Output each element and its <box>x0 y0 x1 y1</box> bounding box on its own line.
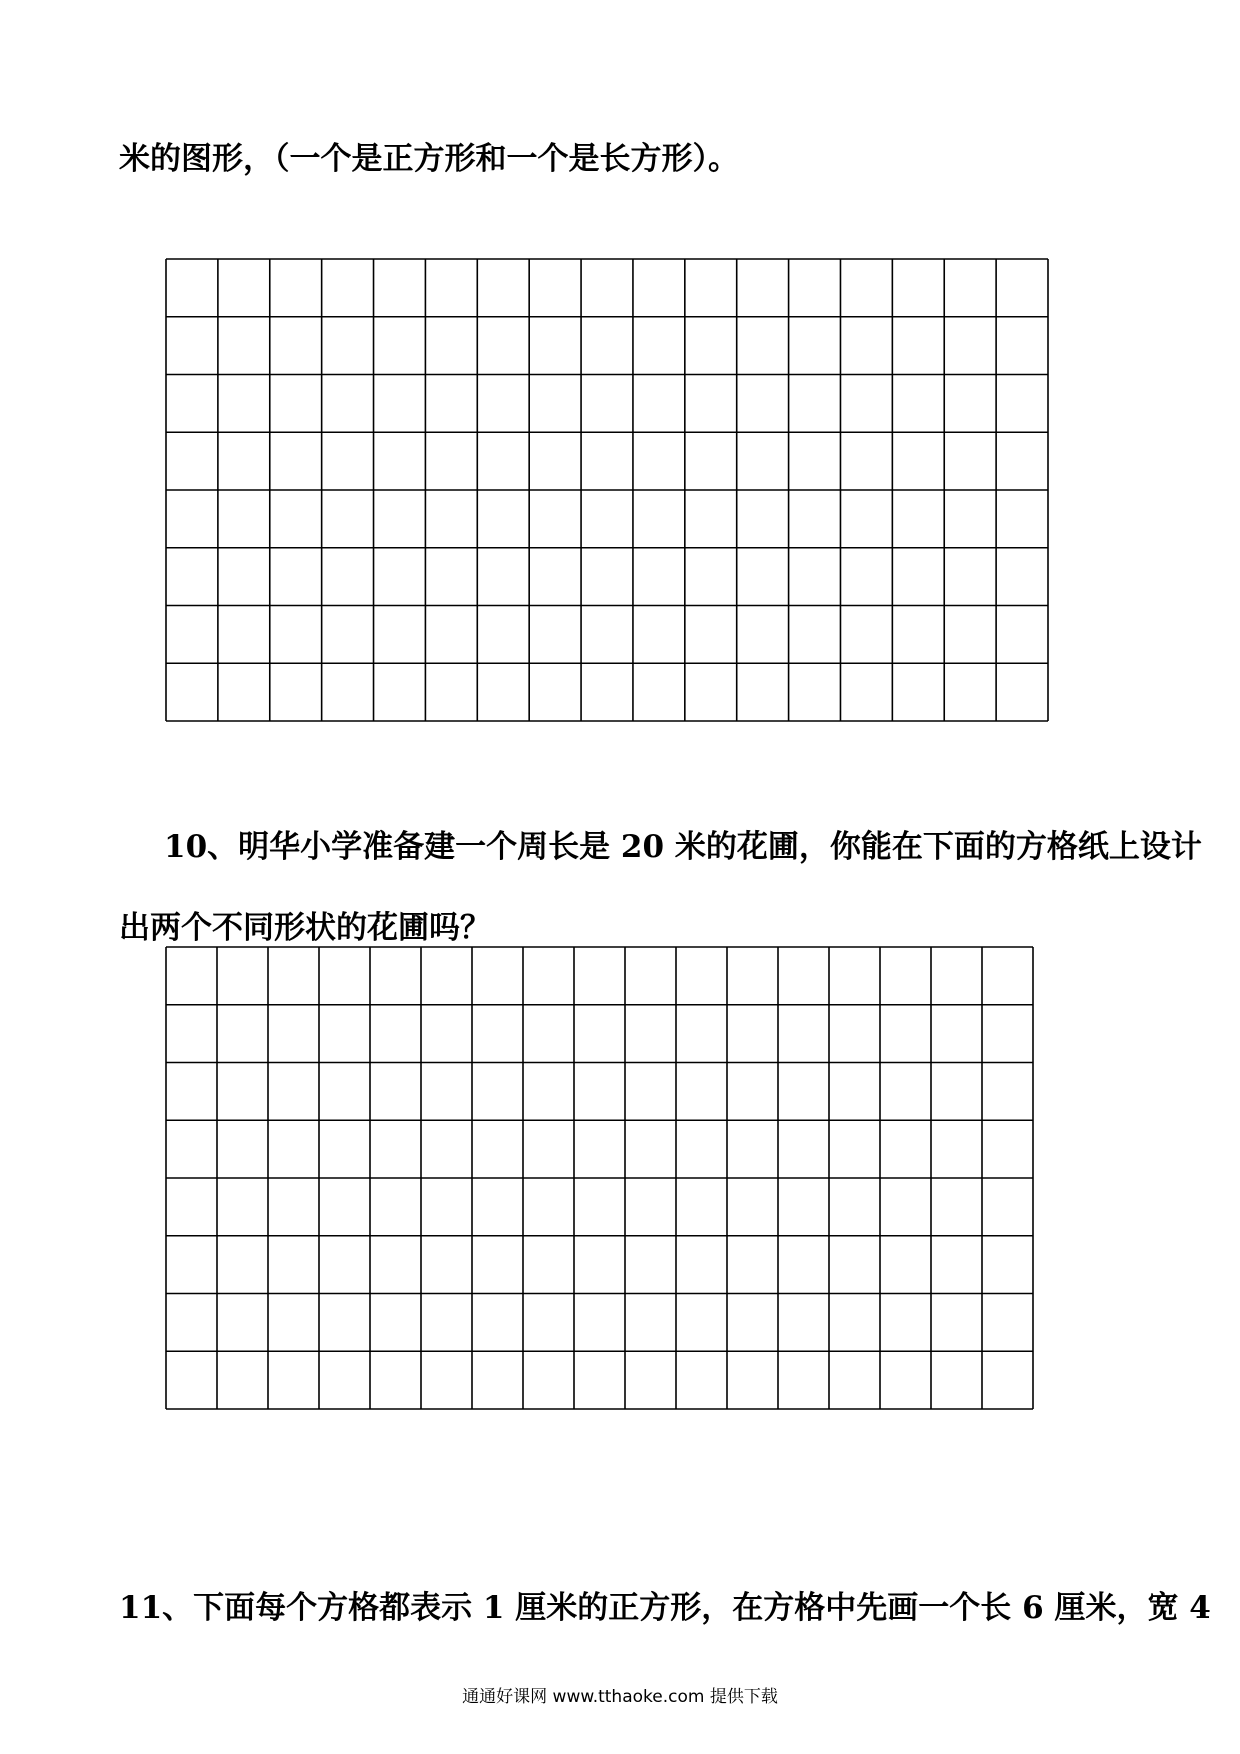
grid-paper-2-svg <box>162 943 1037 1413</box>
question-11-line-1: 11、下面每个方格都表示 1 厘米的正方形，在方格中先画一个长 6 厘米，宽 4 <box>119 1590 1211 1626</box>
question-10-line-2: 出两个不同形状的花圃吗？ <box>119 910 491 946</box>
question-9-continuation: 米的图形，（一个是正方形和一个是长方形）。 <box>119 141 739 177</box>
grid-paper-1-svg <box>162 255 1052 725</box>
grid-paper-1[interactable] <box>162 255 1052 725</box>
grid-paper-2[interactable] <box>162 943 1037 1413</box>
question-10-line-1: 10、明华小学准备建一个周长是 20 米的花圃，你能在下面的方格纸上设计 <box>164 829 1202 865</box>
footer-source: 通通好课网 www.tthaoke.com 提供下载 <box>462 1687 778 1707</box>
